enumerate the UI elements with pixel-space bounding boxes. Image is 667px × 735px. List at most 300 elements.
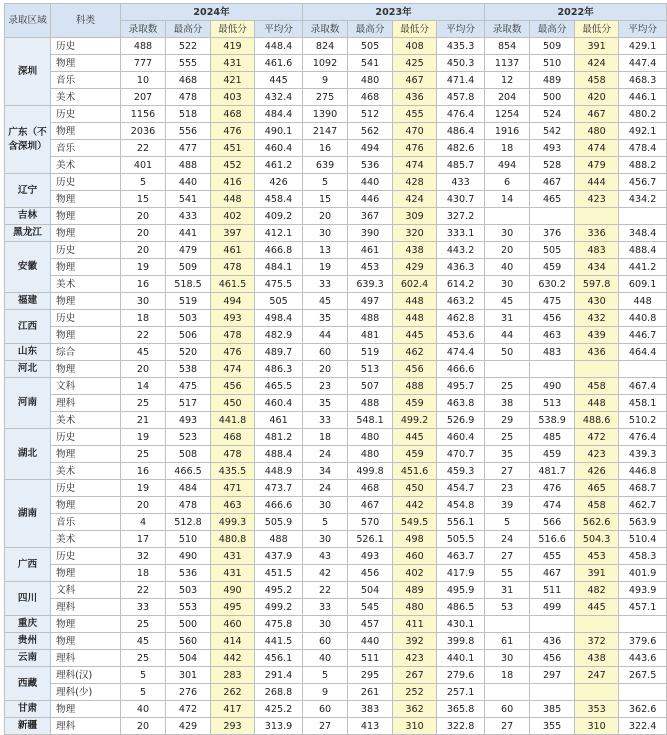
cell-min: 504.3: [575, 531, 619, 548]
cell-max: 455: [530, 548, 575, 565]
cell-min: 420: [575, 89, 619, 106]
cell-max: 478: [166, 89, 211, 106]
cell-admitted: 33: [303, 599, 348, 616]
cell-avg: 436.3: [437, 259, 485, 276]
cell-min: 483: [575, 242, 619, 259]
cell-avg: 510.4: [619, 531, 667, 548]
cell-admitted: 43: [303, 548, 348, 565]
cell-min: 442: [211, 650, 255, 667]
cell-max: 467: [348, 497, 393, 514]
cell-min: 458: [575, 497, 619, 514]
cell-min: 488: [393, 378, 437, 395]
cell-admitted: 19: [121, 429, 166, 446]
cell-admitted: 60: [303, 701, 348, 718]
cell-admitted: 40: [303, 650, 348, 667]
cell-admitted: [485, 684, 530, 701]
cell-max: 630.2: [530, 276, 575, 293]
cell-avg: 486.3: [255, 361, 303, 378]
cell-min: 489: [393, 582, 437, 599]
cell-max: 301: [166, 667, 211, 684]
cell-admitted: 33: [121, 599, 166, 616]
cell-min: 490: [211, 582, 255, 599]
cell-avg: 417.9: [437, 565, 485, 582]
cell-avg: 454.7: [437, 480, 485, 497]
cell-min: 293: [211, 718, 255, 735]
cell-min: 424: [393, 191, 437, 208]
cell-max: 456: [348, 565, 393, 582]
cell-avg: 399.8: [437, 633, 485, 650]
cell-admitted: 25: [121, 650, 166, 667]
subject-cell: 物理: [51, 293, 121, 310]
cell-admitted: 34: [303, 463, 348, 480]
cell-min: 461: [211, 242, 255, 259]
cell-max: 508: [166, 446, 211, 463]
cell-min: 402: [393, 565, 437, 582]
cell-admitted: 25: [121, 395, 166, 412]
header-col-admitted: 录取数: [303, 21, 348, 38]
cell-admitted: 30: [303, 225, 348, 242]
region-cell: 黑龙江: [5, 225, 51, 242]
cell-admitted: 30: [121, 293, 166, 310]
cell-avg: 426: [255, 174, 303, 191]
subject-cell: 物理: [51, 327, 121, 344]
cell-max: 413: [348, 718, 393, 735]
cell-avg: 466.8: [255, 242, 303, 259]
table-row: [5, 327, 667, 344]
cell-max: 513: [348, 361, 393, 378]
cell-avg: 448: [619, 293, 667, 310]
cell-max: 459: [530, 259, 575, 276]
cell-min: 309: [393, 208, 437, 225]
cell-admitted: 20: [303, 361, 348, 378]
cell-avg: 433: [437, 174, 485, 191]
cell-min: 392: [393, 633, 437, 650]
cell-avg: 322.8: [437, 718, 485, 735]
cell-avg: 440.8: [619, 310, 667, 327]
cell-min: 336: [575, 225, 619, 242]
cell-min: 434: [575, 259, 619, 276]
subject-cell: 物理: [51, 446, 121, 463]
cell-avg: 495.9: [437, 582, 485, 599]
cell-min: 450: [393, 480, 437, 497]
subject-cell: 物理: [51, 633, 121, 650]
cell-max: 467: [530, 565, 575, 582]
cell-min: 462: [393, 344, 437, 361]
cell-avg: 495.7: [437, 378, 485, 395]
cell-admitted: 25: [121, 616, 166, 633]
cell-admitted: 19: [121, 480, 166, 497]
cell-avg: 473.7: [255, 480, 303, 497]
cell-min: 445: [393, 327, 437, 344]
cell-admitted: 45: [303, 293, 348, 310]
cell-max: 541: [166, 191, 211, 208]
cell-avg: 462.7: [619, 497, 667, 514]
cell-max: [530, 208, 575, 225]
header-col-max: 最高分: [166, 21, 211, 38]
cell-max: [530, 361, 575, 378]
cell-max: 518.5: [166, 276, 211, 293]
header-col-min: 最低分: [393, 21, 437, 38]
cell-max: 440: [348, 174, 393, 191]
cell-min: 478: [211, 327, 255, 344]
cell-max: 483: [530, 344, 575, 361]
cell-max: 511: [348, 650, 393, 667]
cell-avg: 453.6: [437, 327, 485, 344]
cell-max: 297: [530, 667, 575, 684]
cell-admitted: 204: [485, 89, 530, 106]
cell-min: 353: [575, 701, 619, 718]
cell-avg: 488.2: [619, 157, 667, 174]
cell-max: 500: [530, 89, 575, 106]
cell-min: 283: [211, 667, 255, 684]
cell-avg: 486.4: [437, 123, 485, 140]
region-cell: 广西: [5, 548, 51, 582]
subject-cell: 理科(少): [51, 684, 121, 701]
table-row: [5, 123, 667, 140]
cell-min: 431: [211, 565, 255, 582]
cell-avg: 441.5: [255, 633, 303, 650]
cell-min: 450: [211, 395, 255, 412]
cell-min: 459: [393, 446, 437, 463]
cell-admitted: 19: [303, 259, 348, 276]
cell-admitted: 21: [121, 412, 166, 429]
cell-avg: 450.3: [437, 55, 485, 72]
cell-max: 504: [348, 582, 393, 599]
cell-admitted: 16: [121, 276, 166, 293]
subject-cell: 音乐: [51, 140, 121, 157]
cell-avg: 432.4: [255, 89, 303, 106]
header-year-2024: 2024年: [121, 4, 303, 21]
table-row: [5, 174, 667, 191]
cell-max: 562: [348, 123, 393, 140]
subject-cell: 历史: [51, 548, 121, 565]
cell-avg: 456.7: [619, 174, 667, 191]
cell-avg: 505.9: [255, 514, 303, 531]
cell-avg: 441.2: [619, 259, 667, 276]
cell-avg: 466.6: [255, 497, 303, 514]
cell-admitted: 20: [121, 208, 166, 225]
header-row-years: [5, 4, 667, 21]
cell-max: 524: [530, 106, 575, 123]
cell-admitted: 5: [121, 667, 166, 684]
subject-cell: 物理: [51, 259, 121, 276]
cell-min: 262: [211, 684, 255, 701]
cell-max: 490: [166, 548, 211, 565]
cell-admitted: 35: [303, 310, 348, 327]
cell-min: 478: [211, 446, 255, 463]
header-subject: 科类: [51, 4, 121, 38]
subject-cell: 综合: [51, 344, 121, 361]
cell-max: 480: [348, 446, 393, 463]
cell-admitted: 401: [121, 157, 166, 174]
region-cell: 福建: [5, 293, 51, 310]
cell-min: 247: [575, 667, 619, 684]
cell-admitted: 38: [485, 395, 530, 412]
cell-min: 488.6: [575, 412, 619, 429]
cell-max: 522: [166, 38, 211, 55]
cell-max: 570: [348, 514, 393, 531]
cell-avg: 362.6: [619, 701, 667, 718]
table-row: [5, 701, 667, 718]
cell-avg: 465.5: [255, 378, 303, 395]
cell-max: 441: [166, 225, 211, 242]
subject-cell: 历史: [51, 106, 121, 123]
cell-max: 523: [166, 429, 211, 446]
region-cell: 贵州: [5, 633, 51, 650]
cell-admitted: 4: [121, 514, 166, 531]
cell-min: 478: [211, 259, 255, 276]
cell-min: 320: [393, 225, 437, 242]
cell-max: 538: [166, 361, 211, 378]
cell-max: 507: [348, 378, 393, 395]
cell-max: 505: [530, 242, 575, 259]
subject-cell: 历史: [51, 310, 121, 327]
cell-max: 506: [166, 327, 211, 344]
cell-min: 448: [393, 293, 437, 310]
cell-min: 431: [211, 548, 255, 565]
cell-max: 493: [348, 548, 393, 565]
cell-avg: 365.8: [437, 701, 485, 718]
cell-avg: 430.1: [437, 616, 485, 633]
cell-max: 453: [348, 259, 393, 276]
table-row: [5, 684, 667, 701]
cell-min: 476: [393, 140, 437, 157]
cell-max: 468: [166, 72, 211, 89]
cell-admitted: 27: [303, 718, 348, 735]
cell-admitted: 20: [121, 361, 166, 378]
cell-avg: 475.5: [255, 276, 303, 293]
subject-cell: 美术: [51, 412, 121, 429]
cell-avg: 458.1: [619, 395, 667, 412]
subject-cell: 美术: [51, 89, 121, 106]
subject-cell: 历史: [51, 38, 121, 55]
cell-avg: 257.1: [437, 684, 485, 701]
cell-avg: 526.9: [437, 412, 485, 429]
cell-min: 419: [211, 38, 255, 55]
cell-max: 488: [166, 157, 211, 174]
cell-avg: 412.1: [255, 225, 303, 242]
cell-min: 435.5: [211, 463, 255, 480]
region-cell: 云南: [5, 650, 51, 667]
cell-avg: 464.4: [619, 344, 667, 361]
cell-min: 597.8: [575, 276, 619, 293]
cell-admitted: 60: [303, 633, 348, 650]
cell-admitted: 6: [485, 174, 530, 191]
cell-avg: 486.5: [437, 599, 485, 616]
region-cell: 辽宁: [5, 174, 51, 208]
cell-avg: 268.8: [255, 684, 303, 701]
cell-admitted: 15: [303, 191, 348, 208]
cell-admitted: 20: [121, 225, 166, 242]
region-cell: 新疆: [5, 718, 51, 735]
cell-min: 460: [211, 616, 255, 633]
cell-avg: 437.9: [255, 548, 303, 565]
cell-max: 461: [348, 242, 393, 259]
subject-cell: 物理: [51, 616, 121, 633]
table-row: [5, 259, 667, 276]
table-row: [5, 599, 667, 616]
cell-min: 438: [575, 650, 619, 667]
cell-avg: 476.4: [437, 106, 485, 123]
admission-scores-table: [4, 3, 667, 735]
cell-admitted: 22: [303, 582, 348, 599]
cell-admitted: 27: [485, 548, 530, 565]
region-cell: 河北: [5, 361, 51, 378]
cell-min: 479: [575, 157, 619, 174]
cell-max: 440: [166, 174, 211, 191]
cell-min: 476: [211, 344, 255, 361]
cell-avg: 333.1: [437, 225, 485, 242]
cell-max: 367: [348, 208, 393, 225]
cell-max: 510: [530, 55, 575, 72]
cell-avg: 434.2: [619, 191, 667, 208]
cell-avg: 454.8: [437, 497, 485, 514]
cell-min: 445: [575, 599, 619, 616]
cell-admitted: [485, 208, 530, 225]
cell-admitted: 5: [121, 174, 166, 191]
subject-cell: 理科(汉): [51, 667, 121, 684]
cell-avg: 322.4: [619, 718, 667, 735]
table-row: [5, 497, 667, 514]
cell-max: 465: [530, 191, 575, 208]
subject-cell: 物理: [51, 123, 121, 140]
cell-min: 458: [575, 378, 619, 395]
cell-avg: 458.3: [619, 548, 667, 565]
cell-admitted: 2147: [303, 123, 348, 140]
cell-avg: 448.9: [255, 463, 303, 480]
table-row: [5, 106, 667, 123]
cell-min: 448: [393, 310, 437, 327]
cell-admitted: 53: [485, 599, 530, 616]
cell-min: 474: [575, 140, 619, 157]
cell-min: 372: [575, 633, 619, 650]
table-row: [5, 718, 667, 735]
cell-min: 391: [575, 565, 619, 582]
cell-max: 385: [530, 701, 575, 718]
cell-avg: [619, 361, 667, 378]
cell-min: 411: [393, 616, 437, 633]
header-year-2022: 2022年: [485, 4, 667, 21]
cell-avg: 471.4: [437, 72, 485, 89]
cell-avg: 460.4: [255, 395, 303, 412]
cell-max: 519: [348, 344, 393, 361]
region-cell: 吉林: [5, 208, 51, 225]
cell-admitted: 18: [485, 667, 530, 684]
cell-max: 433: [166, 208, 211, 225]
cell-max: 489: [530, 72, 575, 89]
cell-min: 451: [211, 140, 255, 157]
cell-admitted: 17: [121, 531, 166, 548]
cell-admitted: 50: [485, 344, 530, 361]
cell-avg: 489.7: [255, 344, 303, 361]
cell-admitted: 5: [303, 667, 348, 684]
cell-min: 403: [211, 89, 255, 106]
cell-min: 468: [211, 106, 255, 123]
table-row: [5, 89, 667, 106]
cell-max: 499: [530, 599, 575, 616]
cell-avg: 425.2: [255, 701, 303, 718]
cell-avg: 379.6: [619, 633, 667, 650]
cell-min: 429: [393, 259, 437, 276]
cell-max: 468: [348, 89, 393, 106]
cell-avg: 429.1: [619, 38, 667, 55]
cell-min: 428: [393, 174, 437, 191]
cell-min: 397: [211, 225, 255, 242]
table-row: [5, 225, 667, 242]
cell-avg: 484.1: [255, 259, 303, 276]
cell-min: 460: [393, 548, 437, 565]
cell-max: 509: [530, 38, 575, 55]
cell-avg: [619, 208, 667, 225]
cell-admitted: 16: [121, 463, 166, 480]
cell-max: 488: [348, 395, 393, 412]
cell-max: 493: [530, 140, 575, 157]
cell-admitted: 33: [303, 412, 348, 429]
cell-avg: 460.4: [255, 140, 303, 157]
cell-min: 480: [575, 123, 619, 140]
cell-admitted: 24: [485, 531, 530, 548]
cell-avg: [619, 616, 667, 633]
cell-min: 391: [575, 38, 619, 55]
cell-avg: 461: [255, 412, 303, 429]
cell-max: 456: [530, 310, 575, 327]
region-cell: 河南: [5, 378, 51, 429]
cell-admitted: 60: [485, 701, 530, 718]
table-row: [5, 514, 667, 531]
subject-cell: 物理: [51, 361, 121, 378]
cell-max: 517: [166, 395, 211, 412]
cell-admitted: 18: [121, 310, 166, 327]
cell-min: 474: [211, 361, 255, 378]
cell-admitted: 20: [121, 242, 166, 259]
subject-cell: 物理: [51, 497, 121, 514]
cell-admitted: 60: [303, 344, 348, 361]
region-cell: 重庆: [5, 616, 51, 633]
table-row: [5, 344, 667, 361]
cell-min: 451.6: [393, 463, 437, 480]
table-row: [5, 667, 667, 684]
table-row: [5, 548, 667, 565]
cell-admitted: 19: [121, 259, 166, 276]
cell-min: 455: [393, 106, 437, 123]
cell-min: 417: [211, 701, 255, 718]
cell-min: 453: [575, 548, 619, 565]
cell-admitted: 12: [485, 72, 530, 89]
cell-admitted: 777: [121, 55, 166, 72]
cell-max: 511: [530, 582, 575, 599]
cell-admitted: 30: [303, 531, 348, 548]
subject-cell: 历史: [51, 174, 121, 191]
cell-avg: 457.1: [619, 599, 667, 616]
cell-max: 383: [348, 701, 393, 718]
cell-admitted: 45: [485, 293, 530, 310]
subject-cell: 理科: [51, 718, 121, 735]
table-row: [5, 157, 667, 174]
region-cell: 西藏: [5, 667, 51, 701]
cell-avg: 614.2: [437, 276, 485, 293]
cell-admitted: 10: [121, 72, 166, 89]
cell-max: 538.9: [530, 412, 575, 429]
cell-max: 504: [166, 650, 211, 667]
cell-avg: 463.2: [437, 293, 485, 310]
cell-min: 444: [575, 174, 619, 191]
region-cell: 深圳: [5, 38, 51, 106]
cell-avg: 484.4: [255, 106, 303, 123]
cell-min: [575, 616, 619, 633]
cell-max: 519: [166, 293, 211, 310]
cell-max: 276: [166, 684, 211, 701]
cell-admitted: 1137: [485, 55, 530, 72]
